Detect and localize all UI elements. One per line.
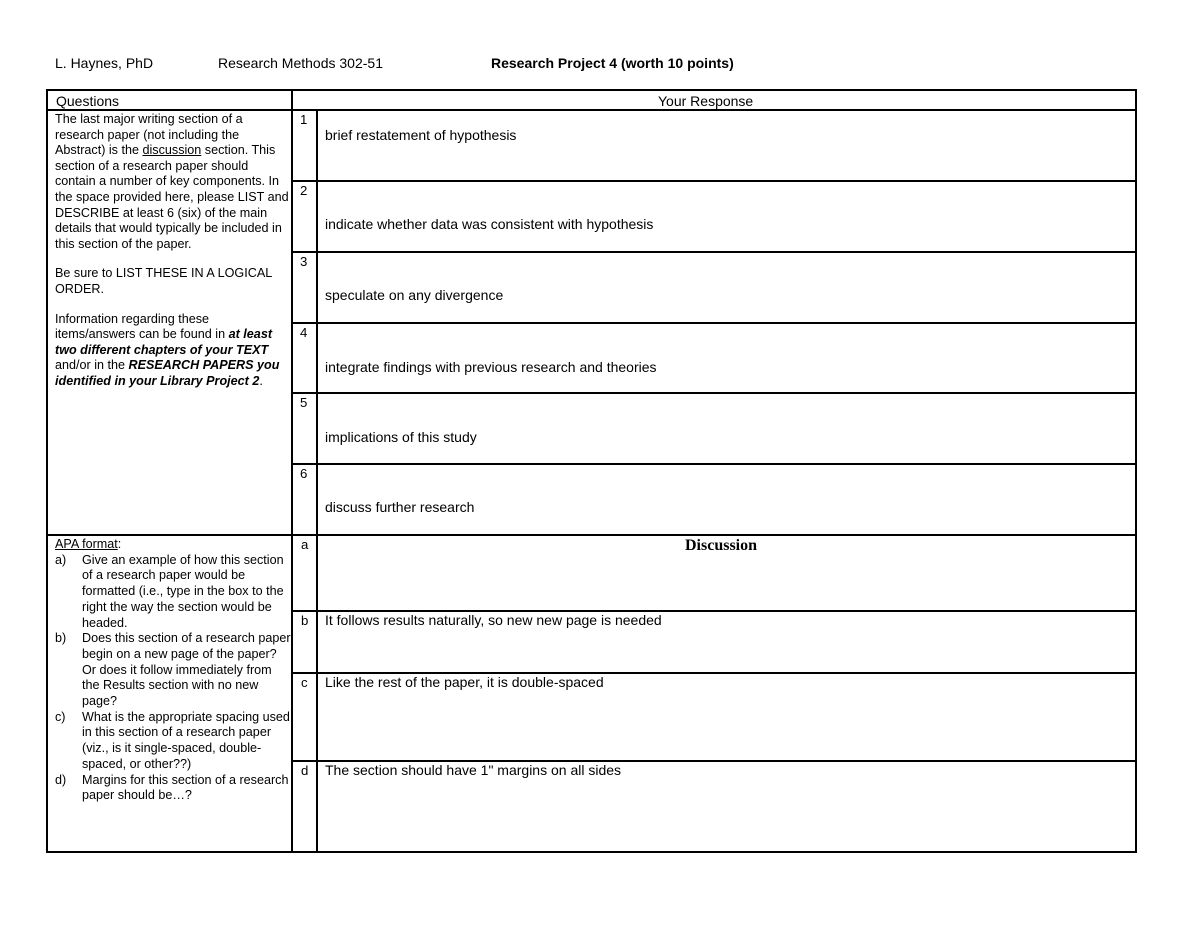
response-text[interactable]: indicate whether data was consistent with hypothesis — [325, 216, 654, 232]
answer-text[interactable]: The section should have 1" margins on all sides — [325, 762, 622, 778]
answer-letter: c — [301, 675, 308, 690]
questions-column-header: Questions — [56, 93, 120, 109]
response-text[interactable]: integrate findings with previous research and theories — [325, 359, 657, 375]
row-divider — [291, 251, 1135, 253]
answer-text[interactable]: Like the rest of the paper, it is double-spaced — [325, 674, 604, 690]
column-divider — [291, 91, 293, 851]
answer-letter: a — [301, 537, 309, 552]
row-divider — [291, 322, 1135, 324]
header-row-divider — [48, 109, 1135, 111]
response-number: 1 — [300, 112, 308, 127]
header-author: L. Haynes, PhD — [55, 55, 154, 71]
response-number: 4 — [300, 325, 308, 340]
section-divider — [48, 534, 1135, 536]
response-number: 2 — [300, 183, 308, 198]
row-divider — [291, 180, 1135, 182]
row-divider — [291, 463, 1135, 465]
response-number: 6 — [300, 466, 308, 481]
answer-letter: b — [301, 613, 309, 628]
header-course: Research Methods 302-51 — [218, 55, 383, 71]
row-divider — [291, 392, 1135, 394]
apa-item: a) Give an example of how this section of a research paper would be formatted (i.e., type in the box to the right the way the section would be headed. — [55, 552, 284, 630]
apa-format-question: APA format: a) Give an example of how this section of a research paper would be formatted (i.e., type in the box to the right the way the section would be headed. b) Does this section of a research paper begin on a new page of the paper? Or does it follow immediately from the Results section with no new page? c) What is the appropriate spacing used in this section of a research paper (viz., is it single-spaced, double-spaced, or other??) d) Margins for this section of a research paper should be…? — [55, 537, 291, 803]
apa-format-title: APA format — [55, 537, 118, 551]
apa-item: b) Does this section of a research paper begin on a new page of the paper? Or does it follow immediately from the Results section with no new page? — [55, 631, 291, 709]
question-instructions: The last major writing section of a research paper (not including the Abstract) is the discussion section. This section of a research paper should contain a number of key components. In the space provided here, please LIST and DESCRIBE at least 6 (six) of the main details that would typically be included in this section of the paper. — [55, 112, 289, 251]
source-instruction: Information regarding these items/answers can be found in at least two different chapters of your TEXT and/or in the RESEARCH PAPERS you identified in your Library Project 2. — [55, 311, 280, 388]
header-project-title: Research Project 4 (worth 10 points) — [491, 55, 734, 71]
answer-letter: d — [301, 763, 309, 778]
response-column-header: Your Response — [658, 93, 754, 109]
worksheet-table — [46, 89, 1137, 853]
response-text[interactable]: speculate on any divergence — [325, 287, 504, 303]
apa-item: c) What is the appropriate spacing used in this section of a research paper (viz., is it single-spaced, double-spaced, or other??) — [55, 709, 290, 771]
apa-item: d) Margins for this section of a research paper should be…? — [55, 772, 289, 803]
response-text[interactable]: discuss further research — [325, 499, 475, 515]
discussion-question — [55, 112, 291, 390]
response-text[interactable]: brief restatement of hypothesis — [325, 127, 517, 143]
discussion-term: discussion — [142, 143, 202, 158]
answer-text[interactable]: It follows results naturally, so new new page is needed — [325, 612, 662, 628]
response-number: 3 — [300, 254, 308, 269]
response-text[interactable]: implications of this study — [325, 429, 477, 445]
discussion-heading-answer[interactable]: Discussion — [685, 537, 758, 554]
order-instruction: Be sure to LIST THESE IN A LOGICAL ORDER. — [55, 266, 272, 296]
response-number: 5 — [300, 395, 308, 410]
number-column-divider — [316, 111, 318, 851]
